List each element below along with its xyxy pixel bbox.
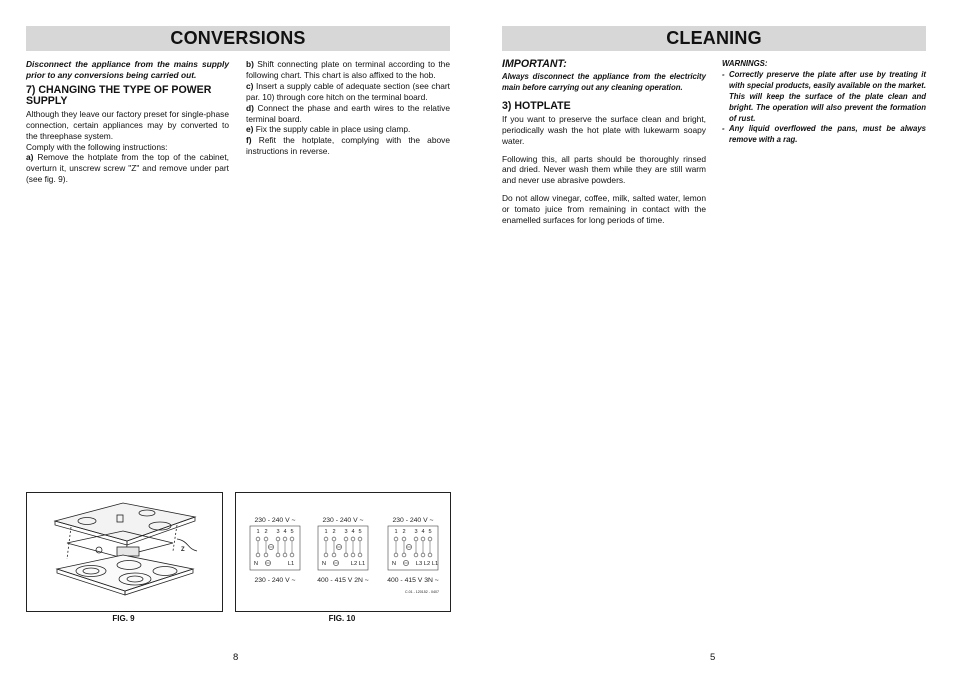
step-d: d) Connect the phase and earth wires to the relative terminal board. [246, 102, 450, 124]
terminal-top [394, 537, 398, 541]
cleaning-column-2 [722, 59, 926, 146]
terminal-number: 1 [324, 529, 328, 535]
hob-underside-illustration [27, 493, 222, 611]
supply-label-phase: L1 [358, 561, 366, 567]
terminal-number: 4 [421, 529, 425, 535]
supply-label-phase: L2 [350, 561, 358, 567]
terminal-number: 2 [332, 529, 336, 535]
terminal-number: 1 [256, 529, 260, 535]
terminal-bottom [428, 553, 432, 557]
fig-10-caption: FIG. 10 [328, 614, 356, 623]
terminal-bottom [402, 553, 406, 557]
scheme-top-voltage: 230 - 240 V ~ [322, 517, 364, 524]
terminal-bottom [324, 553, 328, 557]
conversions-column-2 [246, 59, 450, 157]
page-number-right: 5 [710, 652, 716, 663]
terminal-bottom [414, 553, 418, 557]
section-heading-power-supply: 7) CHANGING THE TYPE OF POWER SUPPLY [26, 83, 212, 107]
cleaning-para-1: If you want to preserve the surface clean and bright, periodically wash the hot plate with lukewarm soapy water. [502, 113, 706, 146]
terminal-bottom [256, 553, 260, 557]
terminal-number: 5 [428, 529, 432, 535]
scheme-bottom-voltage: 230 - 240 V ~ [254, 577, 296, 584]
terminal-number: 4 [283, 529, 287, 535]
section-heading-hotplate: 3) HOTPLATE [502, 99, 571, 112]
supply-label-neutral: N [391, 561, 397, 567]
supply-label-phase: L1 [431, 561, 439, 567]
terminal-top [276, 537, 280, 541]
terminal-top [402, 537, 406, 541]
terminal-number: 2 [402, 529, 406, 535]
terminal-top [324, 537, 328, 541]
terminal-top [358, 537, 362, 541]
cleaning-column-1 [502, 59, 706, 226]
terminal-number: 4 [351, 529, 355, 535]
supply-label-phase: L1 [287, 561, 295, 567]
terminal-top [414, 537, 418, 541]
scheme-top-voltage: 230 - 240 V ~ [392, 517, 434, 524]
scheme-bottom-voltage: 400 - 415 V 2N ~ [317, 577, 369, 584]
terminal-top [256, 537, 260, 541]
important-text: Always disconnect the appliance from the electricity main before carrying out any cleaning operation. [502, 72, 706, 92]
supply-label-phase: L2 [423, 561, 431, 567]
terminal-number: 3 [414, 529, 418, 535]
terminal-top [351, 537, 355, 541]
terminal-number: 1 [394, 529, 398, 535]
terminal-top [428, 537, 432, 541]
conversions-para-1: Although they leave our factory preset for single-phase connection, certain appliances may by converted to the threephase system. [26, 108, 229, 141]
fig-9-caption: FIG. 9 [112, 614, 135, 623]
page-number-left: 8 [233, 652, 239, 663]
terminal-bottom [421, 553, 425, 557]
terminal-bottom [394, 553, 398, 557]
scheme-top-voltage: 230 - 240 V ~ [254, 517, 296, 524]
warning-item: - Correctly preserve the plate after use by treating it with special products, easily available on the market. This will keep the surface of the plate clean and bright. The operation will also prevent the formation of rust. [722, 70, 926, 125]
terminal-top [264, 537, 268, 541]
fig-10-frame [235, 492, 451, 612]
terminal-bottom [332, 553, 336, 557]
conversions-intro: Disconnect the appliance from the mains supply prior to any conversions being carried out. [26, 59, 229, 80]
fig-9-frame [26, 492, 223, 612]
step-f: f) Refit the hotplate, complying with the above instructions in reverse. [246, 135, 450, 157]
warnings-heading: WARNINGS: [722, 59, 768, 68]
terminal-bottom [276, 553, 280, 557]
warning-item: - Any liquid overflowed the pans, must be always remove with a rag. [722, 124, 926, 146]
terminal-bottom [344, 553, 348, 557]
terminal-number: 5 [358, 529, 362, 535]
conversions-title-band [26, 26, 450, 51]
supply-label-neutral: N [253, 561, 259, 567]
terminal-top [344, 537, 348, 541]
step-a: a) Remove the hotplate from the top of the cabinet, overturn it, unscrew screw "Z" and remove under part (see fig. 9). [26, 152, 229, 185]
fig-10-code: C.01 - 120152 - 0407 [405, 590, 439, 594]
terminal-top [283, 537, 287, 541]
warnings-list [722, 70, 926, 146]
terminal-bottom [264, 553, 268, 557]
scheme-bottom-voltage: 400 - 415 V 3N ~ [387, 577, 439, 584]
supply-label-neutral: N [321, 561, 327, 567]
terminal-number: 2 [264, 529, 268, 535]
conversions-para-2: Comply with the following instructions: [26, 141, 168, 152]
cleaning-title: CLEANING [666, 28, 762, 48]
terminal-top [290, 537, 294, 541]
cleaning-para-3: Do not allow vinegar, coffee, milk, salted water, lemon or tomato juice from remaining in contact with the enamelled surfaces for long periods of time. [502, 193, 706, 226]
terminal-number: 5 [290, 529, 294, 535]
conversions-title: CONVERSIONS [170, 28, 306, 48]
conversions-column-1 [26, 59, 229, 185]
terminal-bottom [283, 553, 287, 557]
terminal-bottom [290, 553, 294, 557]
terminal-number: 3 [344, 529, 348, 535]
important-heading: IMPORTANT: [502, 58, 567, 70]
supply-label-phase: L3 [415, 561, 423, 567]
terminal-bottom [351, 553, 355, 557]
cleaning-title-band [502, 26, 926, 51]
step-b: b) Shift connecting plate on terminal according to the following chart. This chart is also affixed to the hob. [246, 59, 450, 80]
step-e: e) Fix the supply cable in place using clamp. [246, 124, 411, 135]
terminal-connection-chart [236, 493, 450, 611]
cleaning-para-2: Following this, all parts should be thoroughly rinsed and dried. Never wash them while they are still warm and never use abrasive powders. [502, 153, 706, 186]
step-c: c) Insert a supply cable of adequate section (see chart par. 10) through core hitch on the terminal board. [246, 80, 450, 102]
screw-z-label: Z [181, 547, 185, 553]
terminal-number: 3 [276, 529, 280, 535]
terminal-top [332, 537, 336, 541]
terminal-top [421, 537, 425, 541]
terminal-bottom [358, 553, 362, 557]
